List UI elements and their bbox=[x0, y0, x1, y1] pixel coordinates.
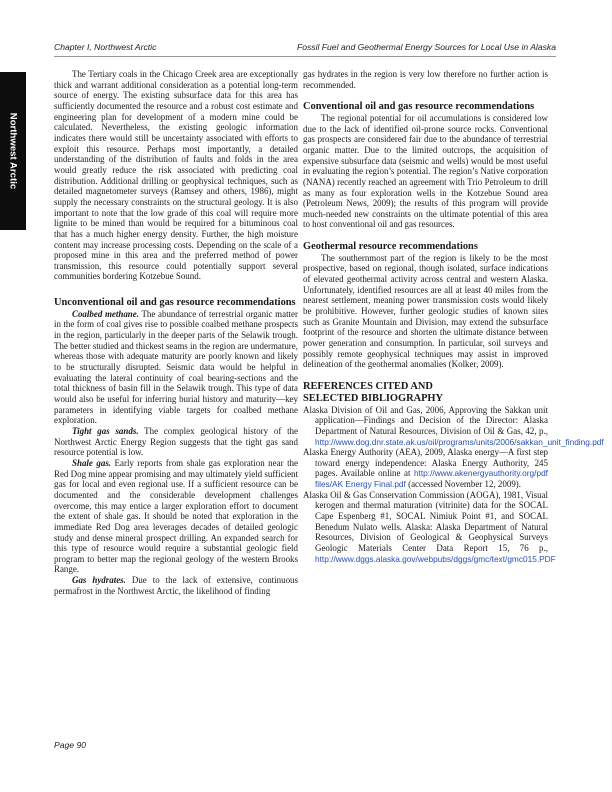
reference-text: Alaska Division of Oil and Gas, 2006, Approving the Sakkan unit application—Findings and Decision of the Director: Alaska Department of Natural Resources, Division of Oil & Gas, 42, p., bbox=[303, 404, 548, 436]
shale-gas-text: Early reports from shale gas exploration near the Red Dog mine appear promising and may ultimately yield sufficient gas for local and even regional use. If a sufficient resource can be documented and the considerable development challenges overcome, this may entice a larger exploration effort to document the extent of shale gas. It should be noted that exploration in the immediate Red Dog area leverages decades of detailed geologic study and dense mineral prospect drilling. An expanded search for this type of resource would require a substantial geologic field program to better map the regional geology of the western Brooks Range. bbox=[54, 457, 298, 575]
gas-hydrates-text: Due to the lack of extensive, continuous permafrost in the Northwest Arctic, the likelihood of finding bbox=[54, 575, 298, 596]
coalbed-methane-label: Coalbed methane. bbox=[72, 308, 139, 319]
header-divider bbox=[54, 56, 556, 57]
heading-geothermal: Geothermal resource recommendations bbox=[303, 240, 478, 252]
heading-conventional: Conventional oil and gas resource recommendations bbox=[303, 100, 535, 112]
reference-text: Alaska Oil & Gas Conservation Commission (AOGA), 1981, Visual kerogen and thermal maturation (vitrinite) data for the SOCAL Cape Espenberg #1, SOCAL Nimiuk Point #1, and SOCAL Benedum Nulato wells. Alaska: Alaska Department of Natural Resources, Division of Geological & Geophysical Surveys Geologic Materials Center Data Report 15, 76 p., bbox=[303, 489, 548, 554]
tight-gas-paragraph bbox=[54, 426, 298, 458]
shale-gas-label: Shale gas. bbox=[72, 457, 112, 468]
references-heading-line2: SELECTED BIBLIOGRAPHY bbox=[303, 392, 444, 404]
reference-tail: (accessed November 12, 2009). bbox=[405, 479, 522, 490]
page-number: Page 90 bbox=[54, 740, 87, 750]
running-header bbox=[54, 42, 556, 56]
tight-gas-label: Tight gas sands. bbox=[72, 425, 139, 436]
reference-entry bbox=[303, 489, 556, 565]
reference-link[interactable]: http://www.dog.dnr.state.ak.us/oil/programs/units/2006/sakkan_unit_finding.pdf bbox=[315, 436, 604, 447]
gas-hydrates-paragraph bbox=[54, 575, 298, 596]
heading-references bbox=[303, 381, 548, 405]
reference-link[interactable]: http://www.akenergyauthority.org/pdf files/AK Energy Final.pdf bbox=[315, 468, 548, 490]
gas-hydrates-label: Gas hydrates. bbox=[72, 575, 126, 586]
hydrates-continuation: gas hydrates in the region is very low therefore no further action is recommended. bbox=[303, 69, 548, 90]
tight-gas-text: The complex geological history of the Northwest Arctic Energy Region suggests that the tight gas sand resource potential is low. bbox=[54, 425, 298, 458]
section-side-tab bbox=[0, 72, 26, 230]
conventional-paragraph: The regional potential for oil accumulations is considered low due to the lack of identified oil-prone source rocks. Conventional gas prospects are considered fair due to the abundance of terrestrial organic matter. Due to the limited outcrops, the acquisition of expensive subsurface data (seismic and wells) would be most useful in evaluating the region’s potential. The region’s Native corporation (NANA) recently reached an agreement with Trio Petroleum to drill as many as four exploration wells in the Kotzebue Sound area (Petroleum News, 2009); the results of this program will provide much-needed new constraints on the ultimate potential of this area to host conventional oil and gas resources. bbox=[303, 112, 548, 230]
chicago-creek-paragraph: The Tertiary coals in the Chicago Creek area are exceptionally thick and warrant additional consideration as a potential long-term source of energy. The existing subsurface data for this area has sufficiently documented the resource and a robust cost estimate and engineering plan for development of a modern mine could be calculated. Nevertheless, the existing geologic information indicates there would still be uncertainty associated with efforts to exploit this resource. Perhaps most importantly, a detailed understanding of the distribution of faults and folds in the area would greatly reduce the risk associated with predicting coal distribution. Additional drilling or geophysical techniques, such as detailed magnetometer surveys (Ramsey and others, 1986), might supply the necessary constraints on the structural geology. It is also important to note that the low grade of this coal will require more lignite to be mined than would be required for a bituminous coal that has a much higher energy density. Further, the high moisture content may increase processing costs. Depending on the scale of a proposed mine in this area and the preferred method of power transmission, this resource could potentially support several communities bordering Kotzebue Sound. bbox=[54, 69, 298, 282]
left-column bbox=[54, 69, 298, 596]
reference-link[interactable]: http://www.dggs.alaska.gov/webpubs/dggs/gmc/text/gmc015.PDF bbox=[315, 553, 556, 564]
references-heading-line1: REFERENCES CITED AND bbox=[303, 380, 433, 392]
chapter-title: Chapter I, Northwest Arctic bbox=[54, 42, 157, 52]
reference-entry bbox=[303, 404, 604, 448]
book-title: Fossil Fuel and Geothermal Energy Sources for Local Use in Alaska bbox=[296, 42, 556, 52]
shale-gas-paragraph bbox=[54, 458, 298, 575]
right-column bbox=[303, 69, 604, 564]
heading-unconventional: Unconventional oil and gas resource recommendations bbox=[54, 296, 296, 308]
coalbed-methane-text: The abundance of terrestrial organic matter in the form of coal gives rise to possible coalbed methane prospects in the region, particularly in the deeper parts of the Selawik trough. The better studied and thickest seams in the region are undermature, whereas those with adequate maturity are poorly known and likely to be structurally disrupted. Seismic data would be helpful in evaluating the lateral continuity of coal bearing-sections and the total thickness of basin fill in the Selawik trough. This type of data would also be useful for inferring burial history and maturity—key parameters in identifying viable targets for coalbed methane exploration. bbox=[54, 308, 298, 426]
geothermal-paragraph: The southernmost part of the region is likely to be the most prospective, based on regional, though isolated, surface indications of elevated geothermal activity across central and western Alaska. Unfortunately, identified resources are all at least 40 miles from the nearest settlement, meaning power transmission costs would likely be prohibitive. However, further geologic studies of known sites such as Granite Mountain and Division, may extend the subsurface footprint of the resource and shorten the ultimate distance between power generation and consumption. In particular, soil surveys and possibly remote geophysical techniques may assist in improved delineation of the geothermal anomalies (Kolker, 2009). bbox=[303, 252, 548, 370]
coalbed-methane-paragraph bbox=[54, 309, 298, 426]
side-tab-label: Northwest Arctic bbox=[7, 112, 19, 190]
reference-entry bbox=[303, 447, 548, 490]
reference-text: Alaska Energy Authority (AEA), 2009, Alaska energy—A first step toward energy independence: Alaska Energy Authority, 245 pages. Available online at bbox=[303, 447, 548, 479]
